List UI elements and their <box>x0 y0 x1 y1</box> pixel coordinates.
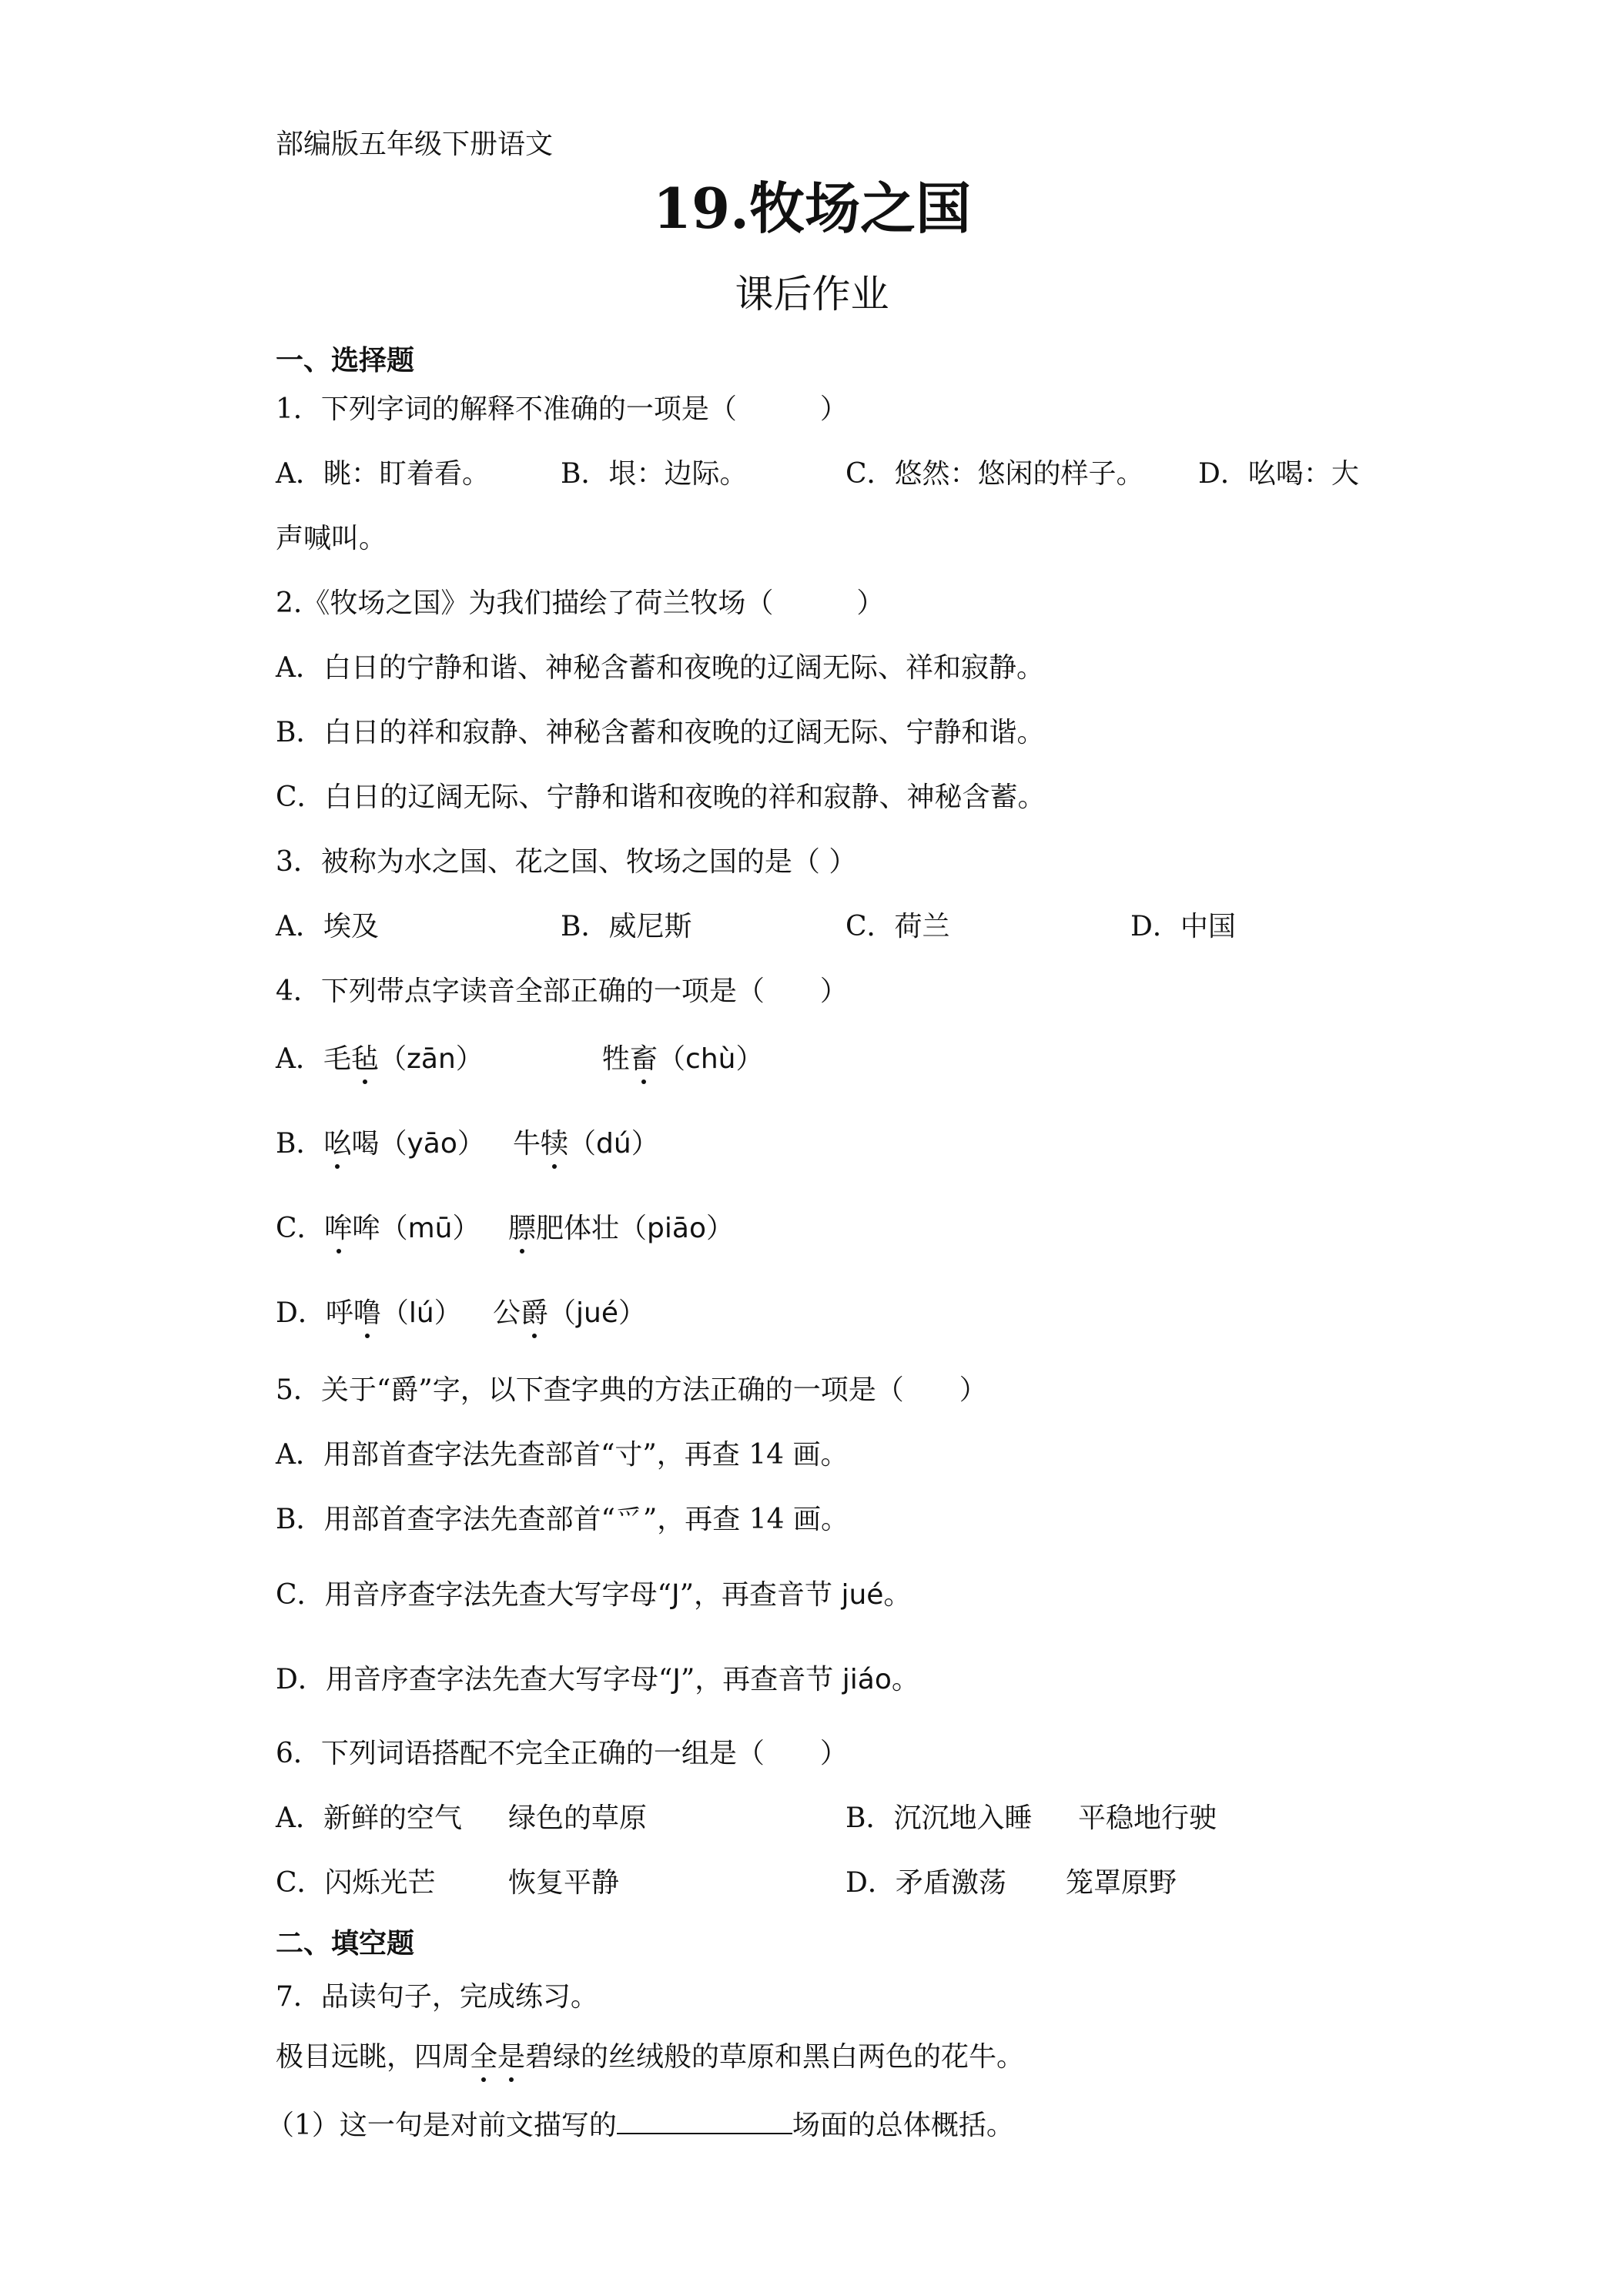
pinyin: （lú） <box>380 1297 462 1329</box>
dotted-character: 毡 <box>351 1043 380 1075</box>
question-3-option-b: B．威尼斯 <box>561 911 692 942</box>
lesson-title: 19.牧场之国 <box>652 176 972 241</box>
pinyin: （piāo） <box>619 1213 734 1244</box>
pinyin: （jué） <box>548 1297 646 1329</box>
pinyin: （mū） <box>380 1213 481 1244</box>
subquestion-text-end: 场面的总体概括。 <box>792 2110 1014 2141</box>
answer-blank[interactable] <box>617 2107 792 2134</box>
question-7-subquestion-1 <box>266 2107 1014 2143</box>
question-6-option-d-1: D．矛盾激荡 <box>845 1867 1006 1899</box>
question-6-option-c-1: C．闪烁光芒 <box>276 1867 436 1899</box>
question-5-option-b: B．用部首查字法先查部首“爫”，再查 14 画。 <box>276 1504 849 1535</box>
question-6-option-a-1: A．新鲜的空气 <box>276 1802 462 1834</box>
option-d-text: D．呼 <box>276 1297 353 1329</box>
option-c2-text: 肥体壮 <box>536 1213 620 1244</box>
question-5-option-d <box>276 1663 919 1697</box>
option-c-end: 。 <box>883 1579 912 1611</box>
question-5-stem: 5．关于“爵”字，以下查字典的方法正确的一项是（ ） <box>276 1374 987 1406</box>
dotted-character: 爵 <box>521 1297 549 1329</box>
question-3-option-c: C．荷兰 <box>845 911 950 942</box>
question-5-option-c <box>276 1578 911 1612</box>
question-6-option-b-1: B．沉沉地入睡 <box>845 1802 1033 1834</box>
question-2-option-c: C．白日的辽阔无际、宁静和谐和夜晚的祥和寂静、神秘含蓄。 <box>276 782 1046 813</box>
pinyin: （chù） <box>658 1043 764 1075</box>
sentence-text-end: 碧绿的丝绒般的草原和黑白两色的花牛。 <box>525 2041 1025 2073</box>
question-2-option-b: B．白日的祥和寂静、神秘含蓄和夜晚的辽阔无际、宁静和谐。 <box>276 717 1045 748</box>
option-c-text: C．用音序查字法先查大写字母“ <box>276 1579 671 1611</box>
question-2-stem: 2.《牧场之国》为我们描绘了荷兰牧场（ ） <box>276 587 885 619</box>
index-letter: J <box>672 1664 681 1695</box>
question-7-sentence <box>276 2040 1024 2074</box>
question-6-option-d-2: 笼罩原野 <box>1066 1867 1177 1899</box>
option-b-label: B． <box>276 1128 324 1160</box>
option-c-label: C． <box>276 1213 325 1244</box>
question-7-stem: 7．品读句子，完成练习。 <box>276 1981 598 2013</box>
subquestion-text: （1）这一句是对前文描写的 <box>266 2110 617 2141</box>
question-3-option-a: A．埃及 <box>276 911 379 942</box>
syllable: jiáo <box>842 1664 892 1695</box>
question-4-stem: 4．下列带点字读音全部正确的一项是（ ） <box>276 976 848 1007</box>
question-4-option-a <box>276 1043 484 1076</box>
question-1-option-b: B．垠：边际。 <box>561 458 748 490</box>
option-b2-text: 牛 <box>513 1128 541 1160</box>
pinyin: （yāo） <box>379 1128 485 1160</box>
question-6-stem: 6．下列词语搭配不完全正确的一组是（ ） <box>276 1738 848 1769</box>
option-d2-text: 公 <box>493 1297 521 1329</box>
question-1-stem: 1．下列字词的解释不准确的一项是（ ） <box>276 393 848 425</box>
question-6-option-b-2: 平稳地行驶 <box>1078 1802 1217 1834</box>
question-2-option-a: A．白日的宁静和谐、神秘含蓄和夜晚的辽阔无际、祥和寂静。 <box>276 652 1044 684</box>
dotted-character: 全 <box>470 2041 498 2073</box>
question-1-option-d: D．吆喝：大 <box>1198 458 1359 490</box>
question-4-option-c <box>276 1212 480 1246</box>
index-letter: J <box>671 1579 680 1611</box>
sentence-text: 极目远眺，四周 <box>276 2041 470 2073</box>
option-a2-text: 牲 <box>602 1043 631 1075</box>
question-1-option-c: C．悠然：悠闲的样子。 <box>845 458 1144 490</box>
option-d-text-mid: ”，再查音节 <box>680 1664 842 1695</box>
syllable: jué <box>841 1579 884 1611</box>
question-4-option-d <box>276 1297 462 1330</box>
question-1-option-a: A．眺：盯着看。 <box>276 458 490 490</box>
question-3-option-d: D．中国 <box>1130 911 1236 942</box>
section-heading-fill: 二、填空题 <box>276 1927 415 1960</box>
option-b-text: 喝 <box>351 1128 380 1160</box>
dotted-character: 膘 <box>508 1213 537 1244</box>
option-a-text: A．毛 <box>276 1043 351 1075</box>
question-4-option-b-second <box>513 1127 659 1161</box>
question-4-option-b <box>276 1127 485 1161</box>
dotted-character: 是 <box>497 2041 526 2073</box>
question-1-option-d-continued: 声喊叫。 <box>276 523 387 554</box>
question-4-option-c-second <box>508 1212 734 1246</box>
pinyin: （zān） <box>379 1043 484 1075</box>
question-6-option-c-2: 恢复平静 <box>508 1867 620 1899</box>
pinyin: （dú） <box>568 1128 659 1160</box>
grade-header: 部编版五年级下册语文 <box>276 129 554 160</box>
worksheet-subtitle: 课后作业 <box>735 272 889 316</box>
option-c-text: 哞 <box>352 1213 380 1244</box>
dotted-character: 噜 <box>353 1297 381 1329</box>
question-3-stem: 3．被称为水之国、花之国、牧场之国的是（ ） <box>276 846 857 878</box>
question-4-option-a-second <box>602 1043 763 1076</box>
question-4-option-d-second <box>493 1297 646 1330</box>
option-c-text-mid: ”，再查音节 <box>679 1579 842 1611</box>
section-heading-choice: 一、选择题 <box>276 344 415 377</box>
dotted-character: 畜 <box>630 1043 658 1075</box>
question-6-option-a-2: 绿色的草原 <box>508 1802 648 1834</box>
dotted-character: 吆 <box>323 1128 352 1160</box>
option-d-text: D．用音序查字法先查大写字母“ <box>276 1664 673 1695</box>
dotted-character: 犊 <box>541 1128 569 1160</box>
question-5-option-a: A．用部首查字法先查部首“寸”，再查 14 画。 <box>276 1439 849 1471</box>
option-d-end: 。 <box>891 1664 919 1695</box>
dotted-character: 哞 <box>324 1213 353 1244</box>
